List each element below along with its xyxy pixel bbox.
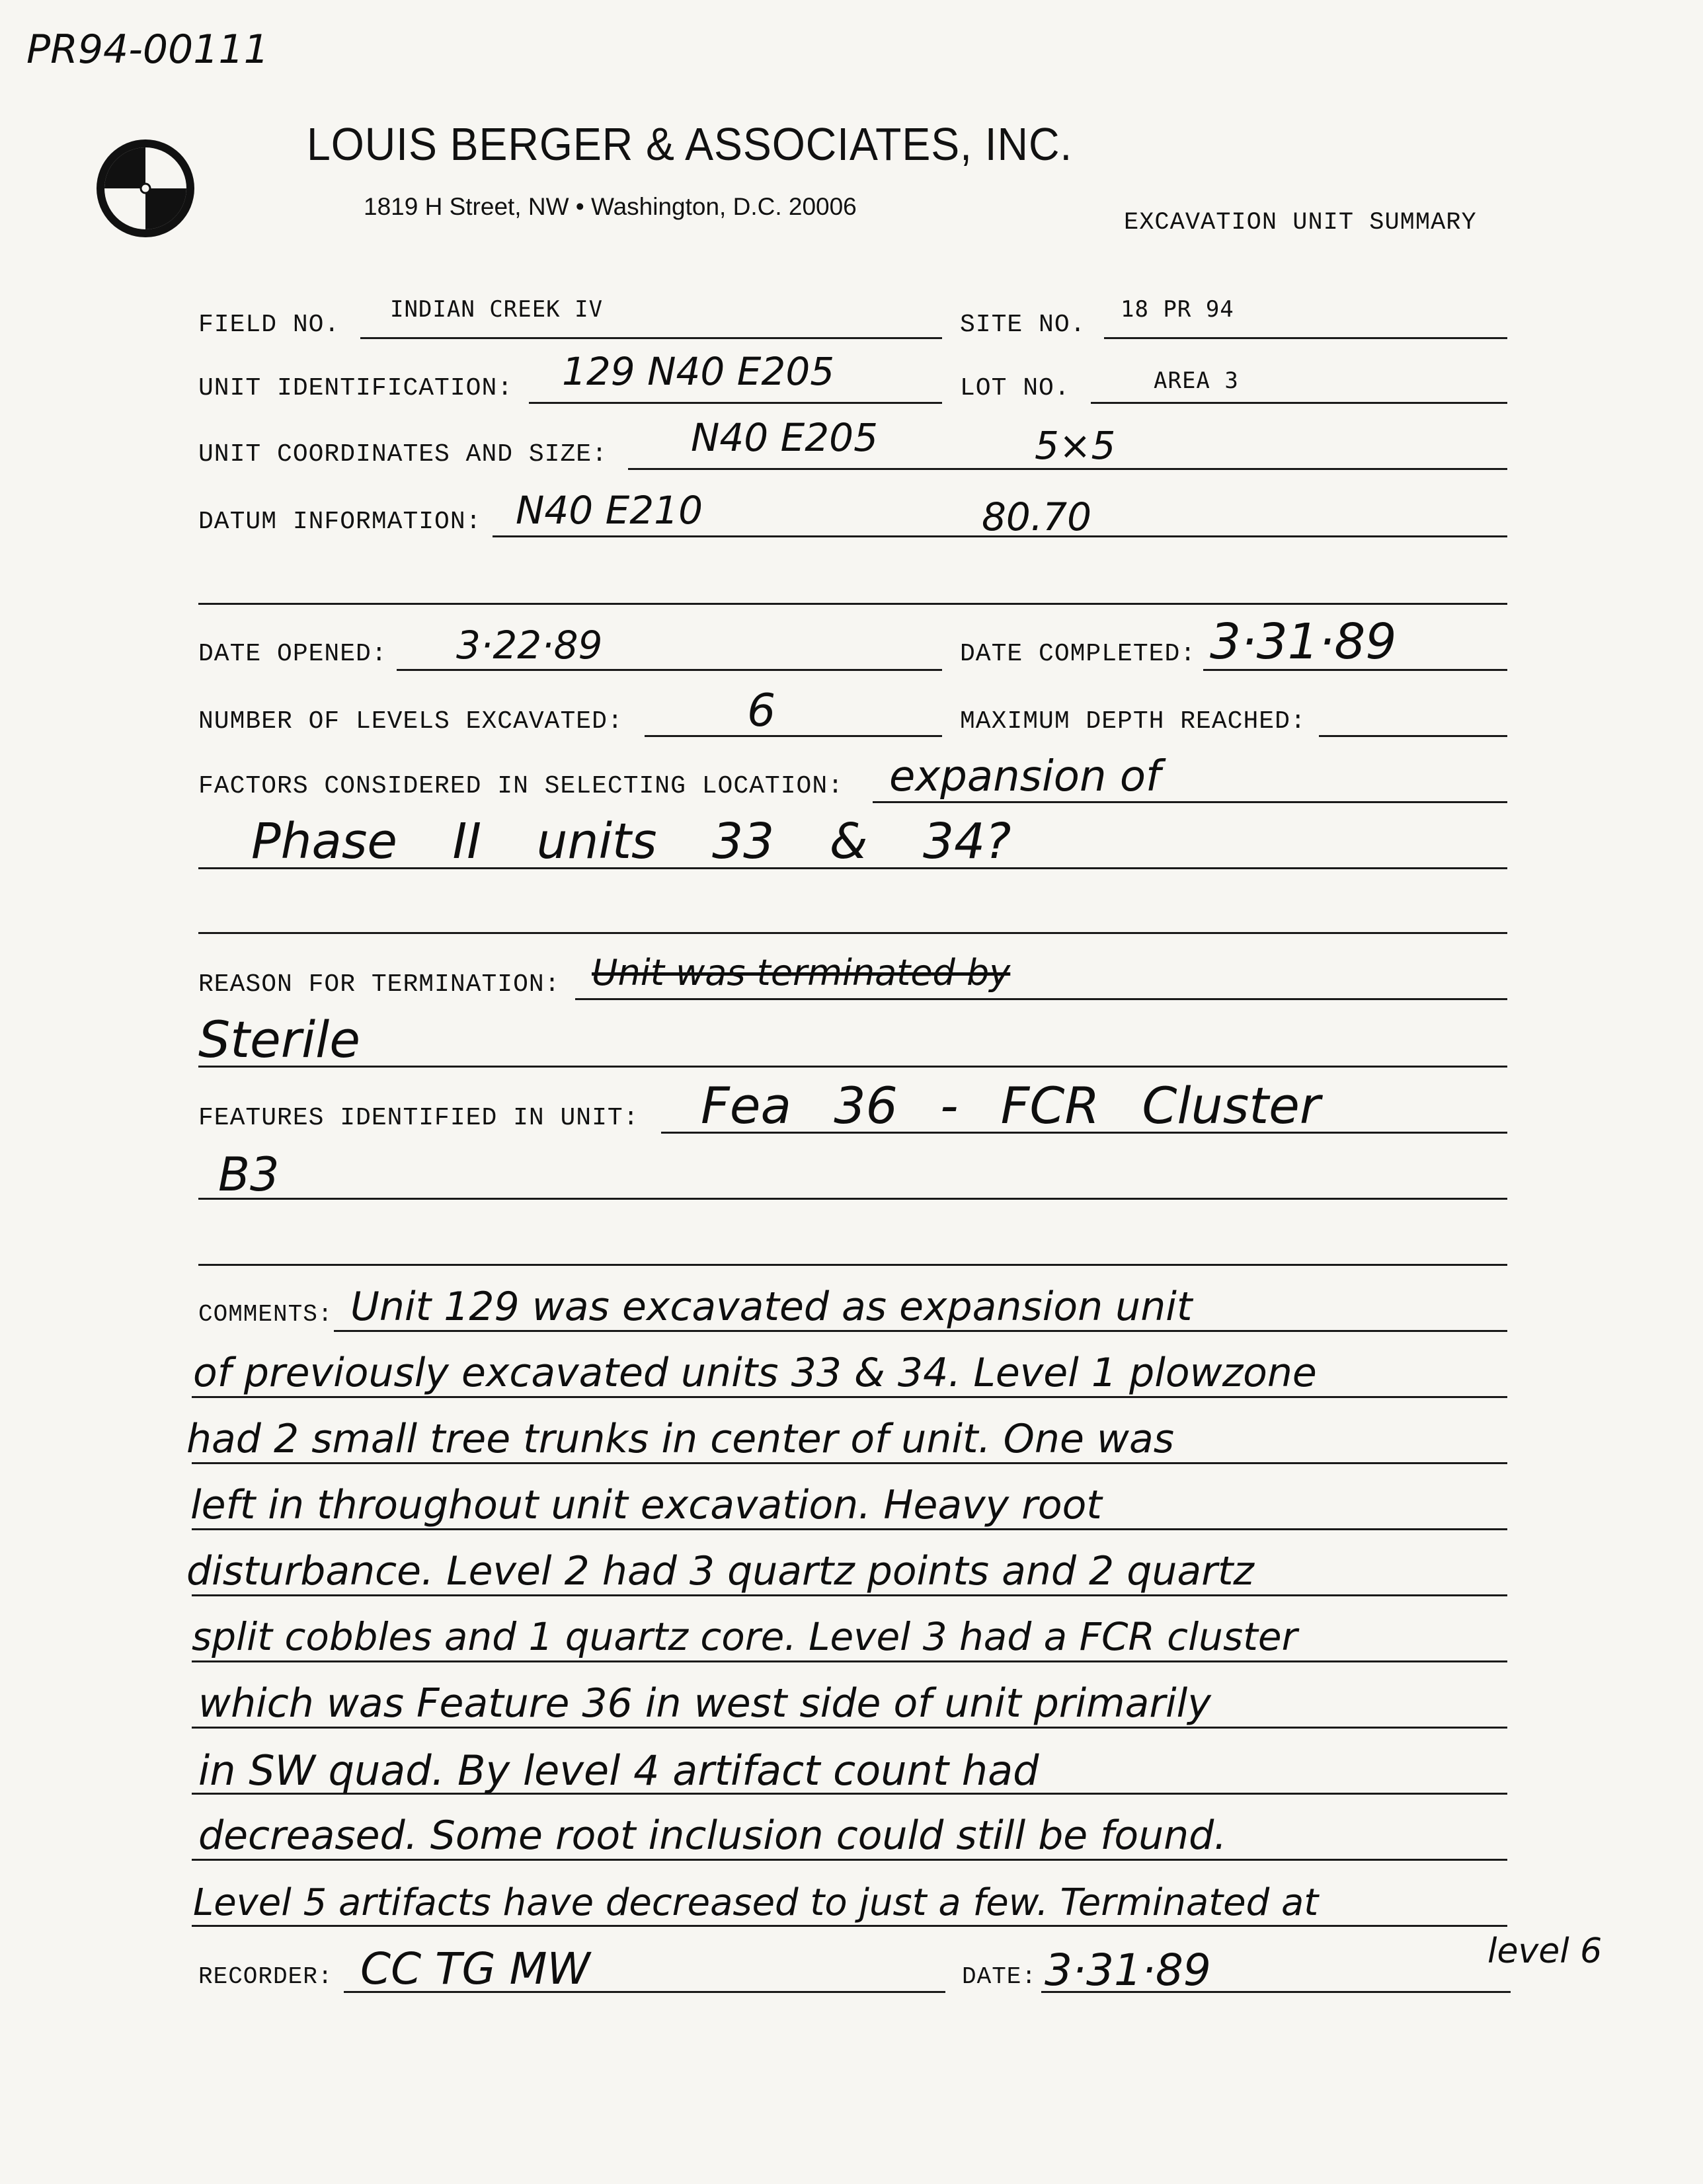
comments-line-10: Level 5 artifacts have decreased to just a few. Terminated at — [193, 1881, 1319, 1924]
site-no-label: SITE NO. — [960, 311, 1086, 339]
comments-rule-7 — [192, 1727, 1507, 1729]
unit-id-value: 129 N40 E205 — [562, 349, 835, 394]
factors-value-2: Phase II units 33 & 34? — [251, 813, 1011, 870]
factors-line-1 — [873, 801, 1507, 803]
comments-line-9: decreased. Some root inclusion could still be found. — [198, 1813, 1227, 1859]
comments-rule-3 — [192, 1462, 1507, 1464]
recorder-value: CC TG MW — [360, 1943, 590, 1994]
comments-rule-4 — [192, 1528, 1507, 1530]
comments-trailing: level 6 — [1487, 1931, 1603, 1971]
date-completed-label: DATE COMPLETED: — [960, 640, 1197, 668]
termination-line-2 — [198, 1066, 1507, 1068]
comments-rule-5 — [192, 1594, 1507, 1596]
recorder-label: RECORDER: — [198, 1963, 333, 1990]
comments-rule-10 — [192, 1925, 1507, 1927]
levels-label: NUMBER OF LEVELS EXCAVATED: — [198, 707, 623, 736]
field-no-value: INDIAN CREEK IV — [390, 296, 604, 323]
comments-line-3: had 2 small tree trunks in center of unit. One was — [186, 1416, 1175, 1462]
company-name: LOUIS BERGER & ASSOCIATES, INC. — [307, 118, 1073, 170]
date-value: 3·31·89 — [1045, 1945, 1211, 1996]
field-no-label: FIELD NO. — [198, 311, 340, 339]
blank-line-2 — [198, 932, 1507, 934]
field-no-line — [360, 337, 942, 339]
date-opened-line — [397, 669, 942, 671]
levels-value: 6 — [747, 685, 776, 737]
termination-label: REASON FOR TERMINATION: — [198, 970, 561, 999]
unit-coords-line — [628, 468, 1507, 470]
datum-label: DATUM INFORMATION: — [198, 508, 482, 536]
comments-line-8: in SW quad. By level 4 artifact count had — [198, 1746, 1039, 1795]
date-opened-label: DATE OPENED: — [198, 640, 387, 668]
features-value-1: Fea 36 - FCR Cluster — [701, 1076, 1321, 1135]
form-title: EXCAVATION UNIT SUMMARY — [1124, 209, 1477, 237]
date-label: DATE: — [962, 1963, 1037, 1990]
unit-coords-label: UNIT COORDINATES AND SIZE: — [198, 440, 608, 469]
comments-line-5: disturbance. Level 2 had 3 quartz points and 2 quartz — [186, 1548, 1254, 1594]
termination-value: Sterile — [198, 1010, 361, 1069]
factors-label: FACTORS CONSIDERED IN SELECTING LOCATION: — [198, 772, 844, 800]
comments-line-4: left in throughout unit excavation. Heavy root — [190, 1482, 1102, 1528]
comments-rule-9 — [192, 1859, 1507, 1861]
termination-struck: Unit was terminated by — [592, 952, 1011, 994]
termination-line-1 — [575, 998, 1507, 1000]
lot-no-value: AREA 3 — [1154, 368, 1239, 394]
factors-value-1: expansion of — [889, 752, 1161, 801]
levels-line — [645, 735, 942, 737]
features-line-2 — [198, 1198, 1507, 1200]
features-label: FEATURES IDENTIFIED IN UNIT: — [198, 1104, 639, 1132]
features-value-2: B3 — [218, 1148, 280, 1202]
site-no-value: 18 PR 94 — [1121, 296, 1234, 323]
company-logo — [93, 136, 198, 241]
unit-size-value: 5×5 — [1035, 423, 1116, 468]
datum-elevation: 80.70 — [982, 494, 1092, 539]
unit-id-label: UNIT IDENTIFICATION: — [198, 374, 514, 403]
company-address: 1819 H Street, NW • Washington, D.C. 20006 — [364, 193, 857, 220]
unit-id-line — [529, 402, 942, 404]
comments-rule-6 — [192, 1660, 1507, 1662]
unit-coords-value: N40 E205 — [691, 415, 878, 460]
lot-no-line — [1091, 402, 1507, 404]
lot-no-label: LOT NO. — [960, 374, 1070, 403]
comments-line-1: Unit 129 was excavated as expansion unit — [350, 1284, 1193, 1330]
datum-value: N40 E210 — [516, 488, 703, 533]
document-number: PR94-00111 — [26, 26, 269, 73]
comments-label: COMMENTS: — [198, 1301, 333, 1328]
blank-line-1 — [198, 603, 1507, 605]
comments-rule-2 — [192, 1396, 1507, 1398]
comments-rule-1 — [334, 1330, 1507, 1332]
comments-line-7: which was Feature 36 in west side of unit primarily — [198, 1680, 1211, 1727]
max-depth-label: MAXIMUM DEPTH REACHED: — [960, 707, 1306, 736]
date-completed-value: 3·31·89 — [1210, 613, 1397, 670]
comments-line-2: of previously excavated units 33 & 34. Level 1 plowzone — [193, 1350, 1317, 1396]
blank-line-3 — [198, 1264, 1507, 1266]
site-no-line — [1104, 337, 1507, 339]
comments-line-6: split cobbles and 1 quartz core. Level 3 had a FCR cluster — [192, 1614, 1298, 1659]
max-depth-line — [1319, 735, 1507, 737]
date-opened-value: 3·22·89 — [456, 623, 603, 668]
